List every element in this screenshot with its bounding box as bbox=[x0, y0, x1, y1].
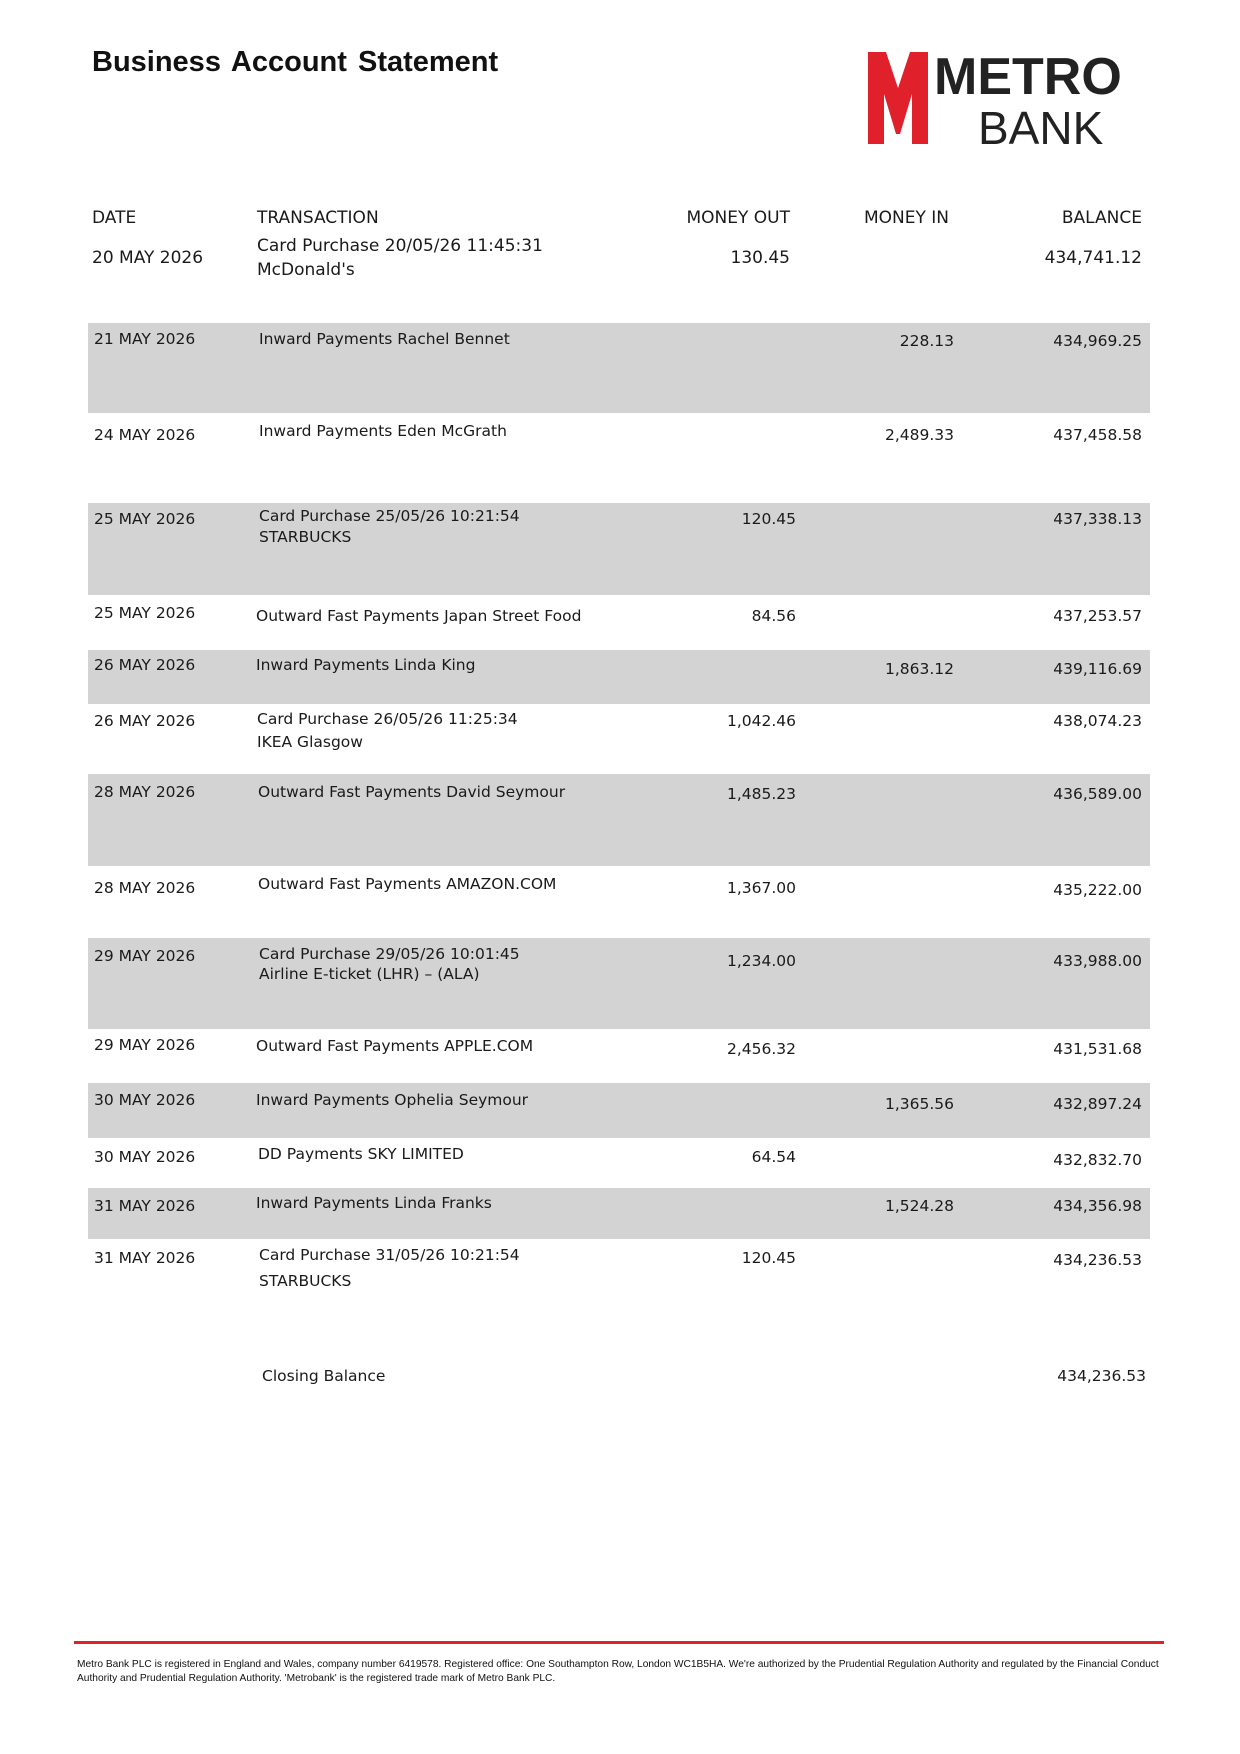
row-balance: 437,253.57 bbox=[1053, 607, 1142, 625]
row-balance: 436,589.00 bbox=[1053, 785, 1142, 803]
row-balance: 438,074.23 bbox=[1053, 712, 1142, 730]
header-date: DATE bbox=[92, 208, 137, 228]
row-date: 31 MAY 2026 bbox=[94, 1249, 196, 1267]
row-money-out: 120.45 bbox=[741, 1249, 796, 1267]
row-description: Outward Fast Payments Japan Street Food bbox=[256, 607, 582, 625]
row-balance: 437,458.58 bbox=[1053, 426, 1142, 444]
row-balance: 434,969.25 bbox=[1053, 332, 1142, 350]
row-date: 29 MAY 2026 bbox=[94, 947, 196, 965]
row-date: 26 MAY 2026 bbox=[94, 712, 196, 730]
table-row bbox=[88, 1188, 1150, 1239]
table-row bbox=[88, 323, 1150, 413]
row-money-out: 84.56 bbox=[751, 607, 796, 625]
footer-legal-text: Metro Bank PLC is registered in England and Wales, company number 6419578. Registered office: One Southampton Row, London WC1B5HA. We're authorized by the Prudential Regulation Authority and regulated by the Financial Conduct Authority and Prudential Regulation Authority. 'Metrobank' is the registered trade mark of Metro Bank PLC. bbox=[77, 1659, 1159, 1684]
row-date: 31 MAY 2026 bbox=[94, 1197, 196, 1215]
row-balance: 439,116.69 bbox=[1053, 660, 1142, 678]
row-balance: 434,236.53 bbox=[1053, 1251, 1142, 1269]
table-row bbox=[88, 650, 1150, 704]
row-date: 28 MAY 2026 bbox=[94, 879, 196, 897]
row-description: DD Payments SKY LIMITED bbox=[258, 1145, 464, 1163]
row-money-out: 1,042.46 bbox=[726, 712, 796, 730]
header-money-out: MONEY OUT bbox=[686, 208, 790, 228]
row-balance: 432,897.24 bbox=[1053, 1095, 1142, 1113]
row-description: Card Purchase 26/05/26 11:25:34 bbox=[257, 710, 518, 728]
row-description-detail: IKEA Glasgow bbox=[257, 733, 363, 751]
row-money-in: 1,524.28 bbox=[884, 1197, 954, 1215]
table-row bbox=[88, 704, 1150, 774]
row-date: 25 MAY 2026 bbox=[94, 604, 196, 622]
row-money-in: 2,489.33 bbox=[884, 426, 954, 444]
row-money-out: 2,456.32 bbox=[726, 1040, 796, 1058]
header-transaction: TRANSACTION bbox=[257, 208, 379, 228]
row-date: 30 MAY 2026 bbox=[94, 1148, 196, 1166]
row-money-in: 1,863.12 bbox=[884, 660, 954, 678]
footer-divider bbox=[74, 1641, 1164, 1644]
closing-balance-value: 434,236.53 bbox=[1057, 1367, 1146, 1385]
row-money-out: 1,485.23 bbox=[726, 785, 796, 803]
row-description: Outward Fast Payments AMAZON.COM bbox=[258, 875, 557, 893]
table-row bbox=[88, 1239, 1150, 1309]
row-money-out: 64.54 bbox=[751, 1148, 796, 1166]
row-balance: 434,356.98 bbox=[1053, 1197, 1142, 1215]
table-row bbox=[88, 413, 1150, 503]
row-description: Card Purchase 25/05/26 10:21:54 bbox=[259, 507, 520, 525]
table-row bbox=[88, 938, 1150, 1029]
table-row bbox=[88, 595, 1150, 650]
row-description: Outward Fast Payments David Seymour bbox=[258, 783, 566, 801]
row-date: 29 MAY 2026 bbox=[94, 1036, 196, 1054]
row-description: Inward Payments Linda King bbox=[256, 656, 476, 674]
row-description: Card Purchase 20/05/26 11:45:31 bbox=[257, 236, 543, 256]
row-balance: 437,338.13 bbox=[1053, 510, 1142, 528]
closing-balance-label: Closing Balance bbox=[262, 1367, 386, 1385]
table-row bbox=[88, 866, 1150, 938]
row-description-detail: McDonald's bbox=[257, 260, 355, 280]
row-description: Inward Payments Linda Franks bbox=[256, 1194, 492, 1212]
table-row bbox=[88, 1029, 1150, 1083]
row-money-out: 1,367.00 bbox=[726, 879, 796, 897]
row-date: 21 MAY 2026 bbox=[94, 330, 196, 348]
row-date: 30 MAY 2026 bbox=[94, 1091, 196, 1109]
row-date: 20 MAY 2026 bbox=[92, 248, 204, 268]
header-balance: BALANCE bbox=[1061, 208, 1142, 228]
metro-bank-logo bbox=[864, 48, 1124, 148]
table-row bbox=[88, 1083, 1150, 1138]
row-money-out: 130.45 bbox=[730, 248, 790, 268]
row-money-out: 1,234.00 bbox=[726, 952, 796, 970]
table-row bbox=[88, 235, 1150, 290]
row-money-out: 120.45 bbox=[741, 510, 796, 528]
row-money-in: 1,365.56 bbox=[884, 1095, 954, 1113]
row-description: Inward Payments Ophelia Seymour bbox=[256, 1091, 529, 1109]
row-description: Inward Payments Eden McGrath bbox=[259, 422, 507, 440]
row-balance: 431,531.68 bbox=[1053, 1040, 1142, 1058]
logo-bank-text: BANK bbox=[978, 102, 1104, 148]
row-balance: 433,988.00 bbox=[1053, 952, 1142, 970]
table-row bbox=[88, 503, 1150, 595]
row-description: Inward Payments Rachel Bennet bbox=[259, 330, 510, 348]
row-description-detail: STARBUCKS bbox=[259, 1272, 352, 1290]
row-description: Card Purchase 31/05/26 10:21:54 bbox=[259, 1246, 520, 1264]
row-description-detail: STARBUCKS bbox=[259, 528, 352, 546]
table-row bbox=[88, 1138, 1150, 1188]
row-description-detail: Airline E-ticket (LHR) – (ALA) bbox=[259, 965, 480, 983]
row-balance: 435,222.00 bbox=[1053, 881, 1142, 899]
row-date: 26 MAY 2026 bbox=[94, 656, 196, 674]
logo-metro-text: METRO bbox=[934, 48, 1122, 106]
row-date: 24 MAY 2026 bbox=[94, 426, 196, 444]
row-balance: 434,741.12 bbox=[1044, 248, 1142, 268]
row-description: Outward Fast Payments APPLE.COM bbox=[256, 1037, 534, 1055]
row-balance: 432,832.70 bbox=[1053, 1151, 1142, 1169]
row-description: Card Purchase 29/05/26 10:01:45 bbox=[259, 945, 520, 963]
row-money-in: 228.13 bbox=[899, 332, 954, 350]
row-date: 28 MAY 2026 bbox=[94, 783, 196, 801]
row-date: 25 MAY 2026 bbox=[94, 510, 196, 528]
header-money-in: MONEY IN bbox=[863, 208, 949, 228]
statement-title: Business Account Statement bbox=[92, 46, 499, 78]
table-row bbox=[88, 774, 1150, 866]
